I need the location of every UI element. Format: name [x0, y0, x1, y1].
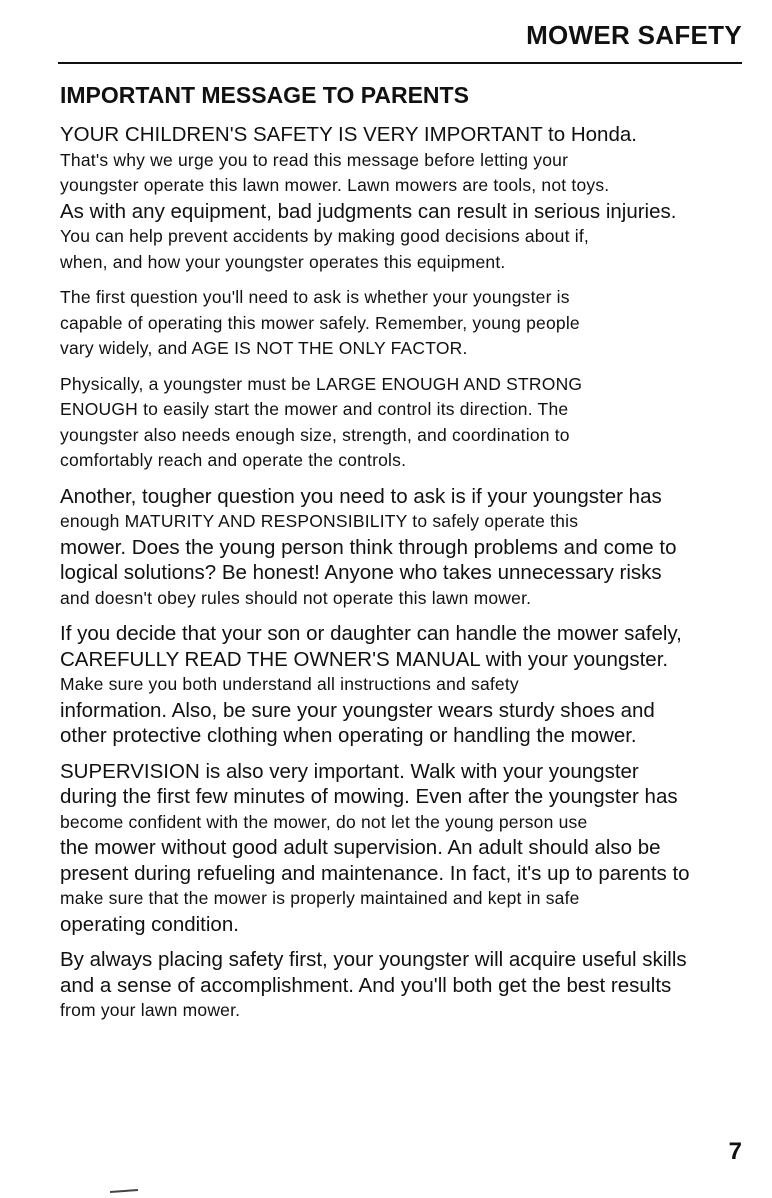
paragraph — [60, 122, 740, 275]
text-line: during the first few minutes of mowing. Even after the youngster has — [60, 785, 678, 808]
page-content — [60, 80, 740, 1034]
text-line: youngster operate this lawn mower. Lawn mowers are tools, not toys. — [60, 175, 610, 195]
paragraph — [60, 621, 740, 749]
paragraph — [60, 947, 740, 1024]
text-line: youngster also needs enough size, strength, and coordination to — [60, 424, 570, 445]
text-line: comfortably reach and operate the controls. — [60, 450, 407, 470]
text-line: operating condition. — [60, 912, 239, 936]
text-line: enough MATURITY AND RESPONSIBILITY to safely operate this — [60, 511, 579, 531]
text-line: become confident with the mower, do not let the young person use — [60, 811, 588, 832]
text-line: logical solutions? Be honest! Anyone who takes unnecessary risks — [60, 561, 662, 584]
text-line: YOUR CHILDREN'S SAFETY IS VERY IMPORTANT to Honda. — [60, 123, 637, 146]
text-line: That's why we urge you to read this message before letting your — [60, 149, 569, 170]
text-line: Another, tougher question you need to ask is if your youngster has — [60, 484, 662, 508]
paragraph — [60, 372, 740, 474]
paragraph — [60, 484, 740, 612]
text-line: when, and how your youngster operates this equipment. — [60, 251, 506, 272]
text-line: the mower without good adult supervision. An adult should also be — [60, 836, 661, 859]
text-line: and a sense of accomplishment. And you'll both get the best results — [60, 973, 672, 997]
text-line: ENOUGH to easily start the mower and control its direction. The — [60, 399, 569, 419]
text-line: The first question you'll need to ask is whether your youngster is — [60, 287, 570, 307]
scan-mark — [110, 1189, 138, 1193]
paragraph — [60, 759, 740, 938]
text-line: other protective clothing when operating or handling the mower. — [60, 724, 637, 747]
text-line: If you decide that your son or daughter can handle the mower safely, — [60, 622, 682, 645]
text-line: from your lawn mower. — [60, 1000, 241, 1020]
text-line: information. Also, be sure your youngster wears sturdy shoes and — [60, 698, 655, 722]
text-line: and doesn't obey rules should not operate this lawn mower. — [60, 587, 532, 608]
text-line: By always placing safety first, your youngster will acquire useful skills — [60, 948, 687, 971]
text-line: SUPERVISION is also very important. Walk with your youngster — [60, 759, 639, 783]
paragraph — [60, 285, 740, 362]
text-line: vary widely, and AGE IS NOT THE ONLY FACTOR. — [60, 338, 468, 358]
text-line: As with any equipment, bad judgments can result in serious injuries. — [60, 199, 677, 223]
text-line: CAREFULLY READ THE OWNER'S MANUAL with your youngster. — [60, 647, 669, 671]
section-heading: IMPORTANT MESSAGE TO PARENTS — [60, 82, 469, 108]
text-line: make sure that the mower is properly maintained and kept in safe — [60, 888, 580, 908]
text-line: present during refueling and maintenance. In fact, it's up to parents to — [60, 861, 690, 885]
page-number: 7 — [728, 1138, 742, 1165]
text-line: Make sure you both understand all instructions and safety — [60, 674, 519, 694]
text-line: capable of operating this mower safely. Remember, young people — [60, 312, 580, 333]
running-header-title: MOWER SAFETY — [526, 20, 742, 50]
text-line: You can help prevent accidents by making good decisions about if, — [60, 226, 589, 246]
text-line: Physically, a youngster must be LARGE ENOUGH AND STRONG — [60, 373, 583, 394]
paragraph-list — [60, 122, 740, 1024]
header-divider — [58, 62, 742, 64]
text-line: mower. Does the young person think through problems and come to — [60, 535, 677, 559]
